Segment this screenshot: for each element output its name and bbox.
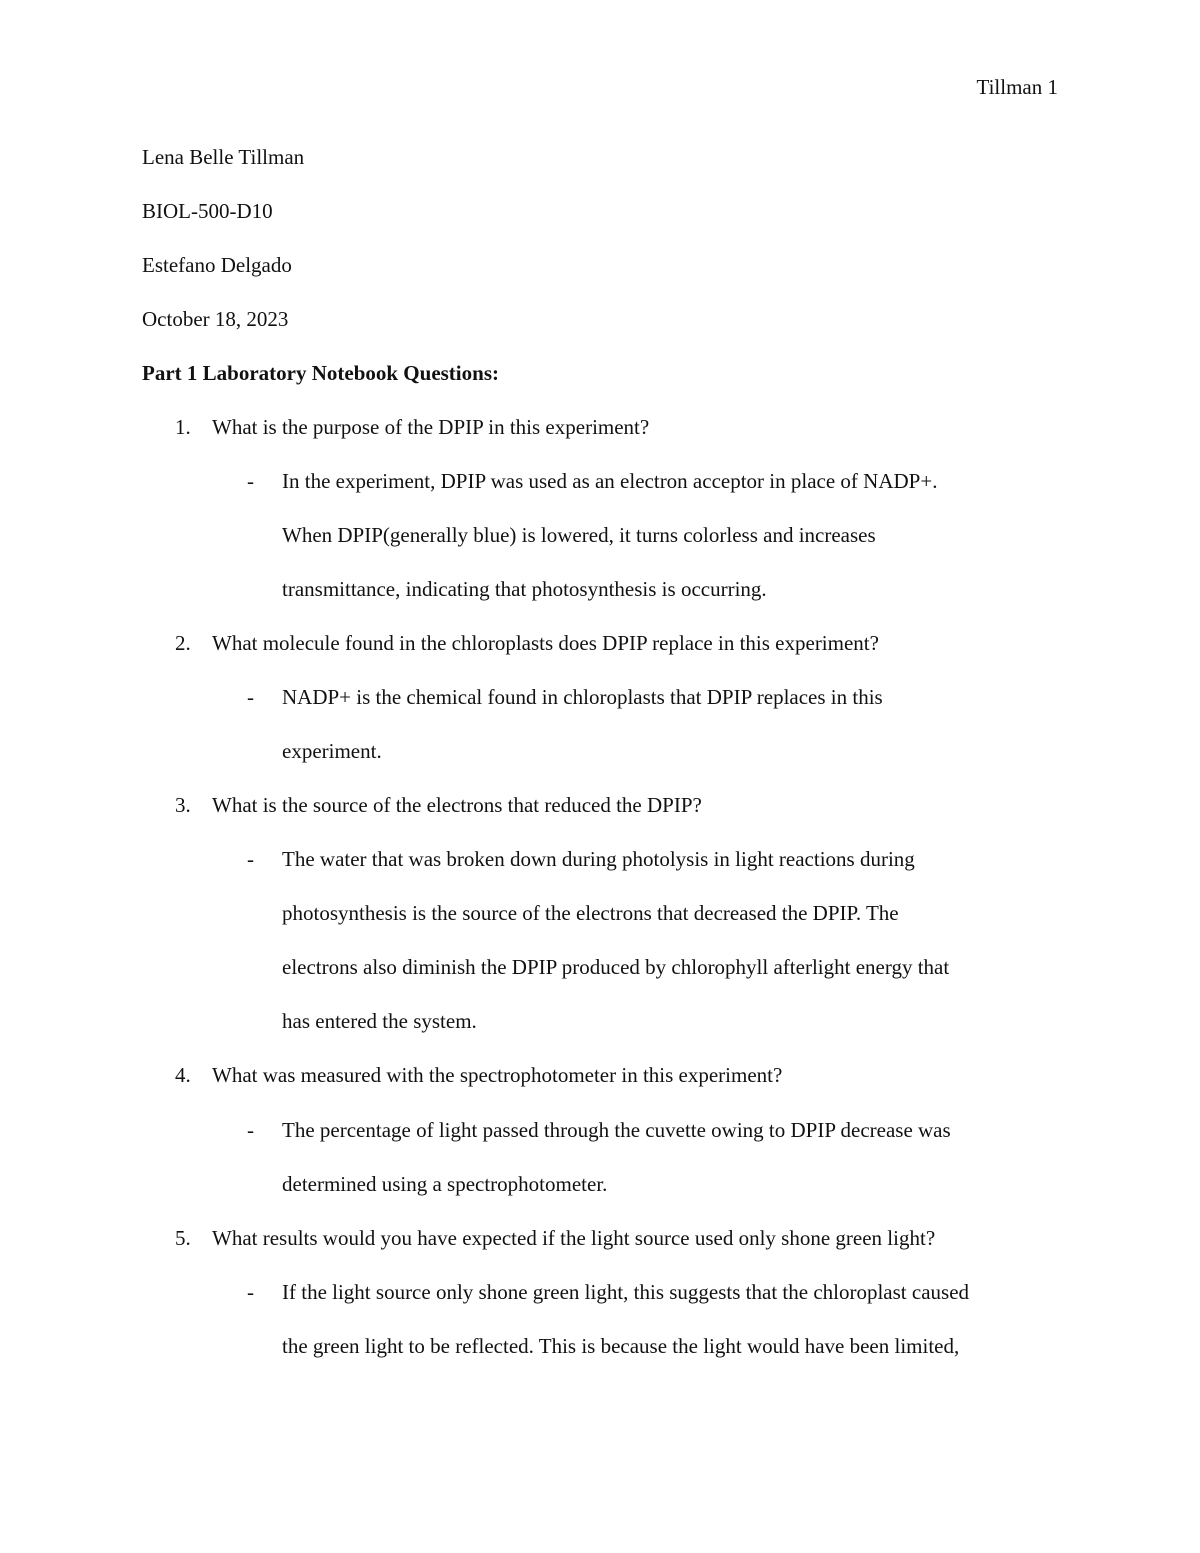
answer-dash: - (247, 847, 254, 871)
answer-line: The water that was broken down during photolysis in light reactions during (282, 847, 915, 871)
question-number: 4. (175, 1063, 191, 1087)
answer-line: If the light source only shone green light, this suggests that the chloroplast caused (282, 1280, 970, 1304)
answer-line: In the experiment, DPIP was used as an electron acceptor in place of NADP+. (282, 469, 938, 493)
answer-line: electrons also diminish the DPIP produced by chlorophyll afterlight energy that (282, 955, 950, 979)
answer-dash: - (247, 1280, 254, 1304)
answer-line: the green light to be reflected. This is because the light would have been limited, (282, 1334, 960, 1358)
question-text: What was measured with the spectrophotometer in this experiment? (212, 1063, 783, 1087)
answer-line: determined using a spectrophotometer. (282, 1172, 608, 1196)
student-name: Lena Belle Tillman (142, 145, 305, 169)
answer-line: experiment. (282, 739, 382, 763)
page-header: Tillman 1 (976, 75, 1058, 99)
answer-dash: - (247, 469, 254, 493)
question-number: 2. (175, 631, 191, 655)
answer-line: has entered the system. (282, 1009, 477, 1033)
answer-line: photosynthesis is the source of the electrons that decreased the DPIP. The (282, 901, 899, 925)
section-heading: Part 1 Laboratory Notebook Questions: (142, 361, 499, 385)
question-text: What results would you have expected if the light source used only shone green light? (212, 1226, 936, 1250)
question-text: What molecule found in the chloroplasts does DPIP replace in this experiment? (212, 631, 879, 655)
course-code: BIOL-500-D10 (142, 199, 273, 223)
answer-dash: - (247, 1118, 254, 1142)
answer-line: NADP+ is the chemical found in chloroplasts that DPIP replaces in this (282, 685, 883, 709)
question-number: 3. (175, 793, 191, 817)
answer-dash: - (247, 685, 254, 709)
question-text: What is the purpose of the DPIP in this experiment? (212, 415, 650, 439)
instructor-name: Estefano Delgado (142, 253, 292, 277)
answer-line: transmittance, indicating that photosynthesis is occurring. (282, 577, 767, 601)
question-text: What is the source of the electrons that reduced the DPIP? (212, 793, 702, 817)
question-number: 1. (175, 415, 191, 439)
document-date: October 18, 2023 (142, 307, 289, 331)
answer-line: When DPIP(generally blue) is lowered, it turns colorless and increases (282, 523, 876, 547)
answer-line: The percentage of light passed through the cuvette owing to DPIP decrease was (282, 1118, 951, 1142)
question-number: 5. (175, 1226, 191, 1250)
